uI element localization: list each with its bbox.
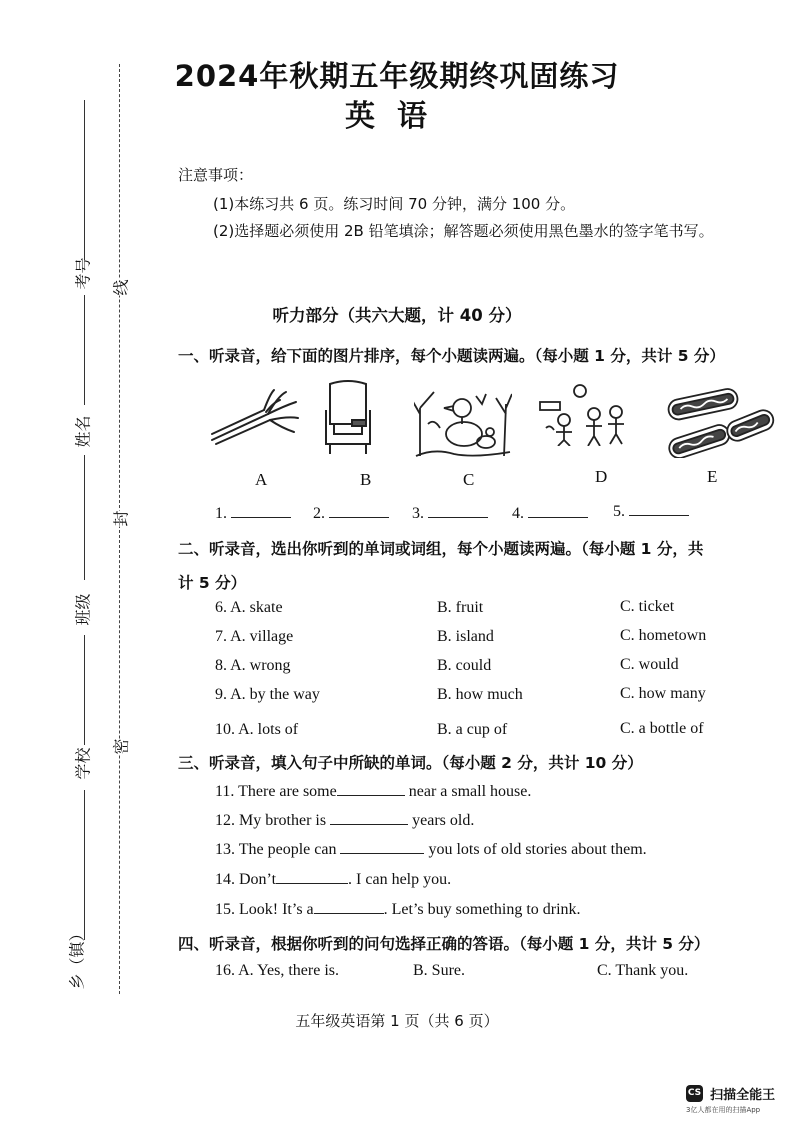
- q6-option-a[interactable]: 6. A. skate: [215, 599, 283, 616]
- section1-heading: 一、听录音，给下面的图片排序，每个小题读两遍。（每小题 1 分，共计 5 分）: [178, 347, 725, 365]
- camscanner-watermark: [686, 1083, 775, 1115]
- q13-blank[interactable]: [340, 839, 424, 854]
- q6-option-b[interactable]: B. fruit: [437, 599, 484, 616]
- field-school: 学校: [73, 747, 93, 780]
- seal-char-line: 线: [109, 279, 132, 295]
- answer-blank-4[interactable]: 4.: [512, 503, 588, 523]
- q9-option-c[interactable]: C. how many: [620, 685, 706, 702]
- carrots-icon: [208, 388, 300, 448]
- q14-sentence: 14. Don’t . I can help you.: [215, 871, 452, 888]
- q7-option-c[interactable]: C. hometown: [620, 627, 707, 644]
- seal-char-seal: 封: [109, 510, 132, 526]
- picture-d: [536, 384, 630, 450]
- q11-sentence: 11. There are some near a small house.: [215, 783, 532, 800]
- picture-label-d: D: [595, 467, 608, 486]
- q16-option-c[interactable]: C. Thank you.: [597, 962, 689, 979]
- q10-option-a[interactable]: 10. A. lots of: [215, 721, 299, 738]
- notice-item-1: (1)本练习共 6 页。练习时间 70 分钟，满分 100 分。: [213, 195, 576, 213]
- q6-option-c[interactable]: C. ticket: [620, 598, 675, 615]
- q7-option-a[interactable]: 7. A. village: [215, 628, 294, 645]
- field-name: 姓名: [73, 415, 93, 448]
- margin-line: [84, 635, 85, 745]
- q8-option-b[interactable]: B. could: [437, 657, 492, 674]
- watermark-brand: 扫描全能王: [710, 1088, 776, 1103]
- margin-line: [84, 100, 85, 260]
- q12-blank[interactable]: [330, 810, 408, 825]
- ducks-icon: [414, 384, 512, 458]
- listening-part-title: 听力部分（共六大题，计 40 分）: [272, 306, 522, 325]
- notice-item-2: (2)选择题必须使用 2B 铅笔填涂；解答题必须使用黑色墨水的签字笔书写。: [213, 222, 714, 240]
- q8-option-a[interactable]: 8. A. wrong: [215, 657, 291, 674]
- field-exam-number: 考号: [73, 257, 93, 290]
- answer-blank-5[interactable]: 5.: [613, 501, 689, 521]
- subject-title: 英语: [345, 99, 449, 134]
- q16-option-b[interactable]: B. Sure.: [413, 962, 465, 979]
- q15-sentence: 15. Look! It’s a . Let’s buy something to drink.: [215, 901, 581, 918]
- section3-heading: 三、听录音，填入句子中所缺的单词。（每小题 2 分，共计 10 分）: [178, 754, 643, 772]
- picture-label-c: C: [463, 470, 475, 489]
- q10-option-c[interactable]: C. a bottle of: [620, 720, 704, 737]
- children-icon: [536, 384, 630, 446]
- q12-sentence: 12. My brother is years old.: [215, 812, 475, 829]
- notice-heading: 注意事项：: [178, 166, 254, 184]
- picture-e: [664, 384, 776, 462]
- q10-option-b[interactable]: B. a cup of: [437, 721, 508, 738]
- q13-sentence: 13. The people can you lots of old stories about them.: [215, 841, 647, 858]
- picture-label-b: B: [360, 470, 372, 489]
- picture-label-a: A: [255, 470, 268, 489]
- answer-blank-3[interactable]: 3.: [412, 503, 488, 523]
- page-title: 2024年秋期五年级期终巩固练习: [174, 59, 620, 93]
- q11-blank[interactable]: [337, 781, 405, 796]
- page-footer: 五年级英语第 1 页（共 6 页）: [295, 1012, 499, 1030]
- picture-b: [322, 380, 374, 462]
- section2-heading: 二、听录音，选出你听到的单词或词组，每个小题读两遍。（每小题 1 分，共: [178, 540, 704, 558]
- field-class: 班级: [73, 593, 93, 626]
- camscanner-logo-icon: CS: [686, 1085, 703, 1102]
- picture-label-e: E: [707, 467, 718, 486]
- q14-blank[interactable]: [276, 869, 348, 884]
- seal-dashed-line: [119, 64, 120, 994]
- q9-option-a[interactable]: 9. A. by the way: [215, 686, 320, 703]
- answer-blank-1[interactable]: 1.: [215, 503, 291, 523]
- picture-a: [208, 388, 300, 452]
- armchair-icon: [322, 380, 374, 458]
- picture-c: [414, 384, 512, 462]
- q9-option-b[interactable]: B. how much: [437, 686, 523, 703]
- q16-option-a[interactable]: 16. A. Yes, there is.: [215, 962, 340, 979]
- seal-char-secret: 密: [109, 738, 132, 754]
- answer-blank-2[interactable]: 2.: [313, 503, 389, 523]
- section4-heading: 四、听录音，根据你听到的问句选择正确的答语。（每小题 1 分，共计 5 分）: [178, 935, 710, 953]
- q8-option-c[interactable]: C. would: [620, 656, 679, 673]
- field-town: 乡（镇）: [67, 925, 87, 990]
- q15-blank[interactable]: [314, 899, 384, 914]
- q7-option-b[interactable]: B. island: [437, 628, 494, 645]
- section2-heading-cont: 计 5 分）: [178, 574, 247, 592]
- hotdogs-icon: [664, 384, 776, 458]
- margin-line: [84, 790, 85, 940]
- watermark-tagline: 3亿人都在用的扫描App: [686, 1106, 761, 1114]
- margin-line: [84, 455, 85, 580]
